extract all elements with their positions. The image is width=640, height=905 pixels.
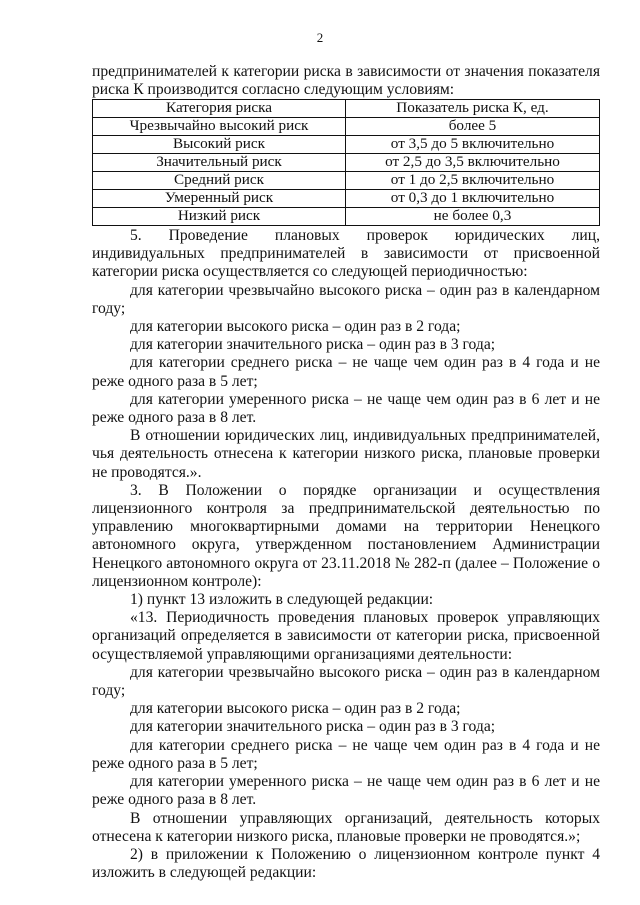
table-header-cell: Показатель риска К, ед.	[346, 100, 600, 118]
risk-category-cell: Низкий риск	[93, 208, 346, 226]
paragraph: для категории высокого риска – один раз в 2 года;	[130, 700, 461, 718]
risk-category-table	[92, 99, 600, 226]
document-body	[92, 227, 600, 882]
paragraph: «13. Периодичность проведения плановых проверок управляющих организаций определяется в зависимости от категории риска, присвоенной осуществляемой управляющими организациями деятельности:	[92, 609, 600, 663]
table-row	[93, 208, 600, 226]
paragraph: 3. В Положении о порядке организации и осуществления лицензионного контроля за предпринимательской деятельностью по управлению многоквартирными домами на территории Ненецкого автономного округа, утвержденном постановлением Администрации Ненецкого автономного округа от 23.11.2018 № 282-п (далее – Положение о лицензионном контроле):	[92, 481, 600, 590]
paragraph: для категории среднего риска – не чаще чем один раз в 4 года и не реже одного раза в 5 лет;	[92, 354, 600, 390]
table-row	[93, 190, 600, 208]
risk-value-cell: от 0,3 до 1 включительно	[346, 190, 600, 208]
paragraph: 1) пункт 13 изложить в следующей редакции:	[130, 591, 434, 609]
page-number: 2	[316, 30, 324, 45]
risk-value-cell: более 5	[346, 118, 600, 136]
intro-text	[92, 63, 600, 99]
risk-value-cell: не более 0,3	[346, 208, 600, 226]
table-row	[93, 136, 600, 154]
table-header-row	[93, 100, 600, 118]
paragraph: 5. Проведение плановых проверок юридических лиц, индивидуальных предпринимателей в зависимости от присвоенной категории риска осуществляется со следующей периодичностью:	[92, 227, 600, 281]
paragraph: для категории чрезвычайно высокого риска – один раз в календарном году;	[92, 281, 600, 317]
risk-category-cell: Умеренный риск	[93, 190, 346, 208]
paragraph: для категории высокого риска – один раз в 2 года;	[130, 318, 461, 336]
table-row	[93, 154, 600, 172]
risk-category-cell: Чрезвычайно высокий риск	[93, 118, 346, 136]
intro-line: предпринимателей к категории риска в зависимости от значения показателя	[92, 63, 600, 80]
risk-category-cell: Значительный риск	[93, 154, 346, 172]
risk-value-cell: от 2,5 до 3,5 включительно	[346, 154, 600, 172]
risk-value-cell: от 3,5 до 5 включительно	[346, 136, 600, 154]
paragraph: В отношении юридических лиц, индивидуальных предпринимателей, чья деятельность отнесена к категории низкого риска, плановые проверки не проводятся.».	[92, 427, 600, 481]
paragraph: для категории значительного риска – один раз в 3 года;	[130, 336, 496, 354]
paragraph: В отношении управляющих организаций, деятельность которых отнесена к категории низкого риска, плановые проверки не проводятся.»;	[92, 809, 600, 845]
paragraph: для категории умеренного риска – не чаще чем один раз в 6 лет и не реже одного раза в 8 лет.	[92, 773, 600, 809]
table-header-cell: Категория риска	[93, 100, 346, 118]
intro-line: риска К производится согласно следующим условиям:	[92, 81, 455, 99]
table-row	[93, 172, 600, 190]
paragraph: 2) в приложении к Положению о лицензионном контроле пункт 4 изложить в следующей редакции:	[92, 845, 600, 882]
paragraph: для категории умеренного риска – не чаще чем один раз в 6 лет и не реже одного раза в 8 лет.	[92, 390, 600, 427]
paragraph: для категории чрезвычайно высокого риска – один раз в календарном году;	[92, 663, 600, 700]
paragraph: для категории значительного риска – один раз в 3 года;	[130, 718, 496, 736]
risk-category-cell: Средний риск	[93, 172, 346, 190]
risk-value-cell: от 1 до 2,5 включительно	[346, 172, 600, 190]
paragraph: для категории среднего риска – не чаще чем один раз в 4 года и не реже одного раза в 5 лет;	[92, 736, 600, 772]
risk-category-cell: Высокий риск	[93, 136, 346, 154]
table-row	[93, 118, 600, 136]
